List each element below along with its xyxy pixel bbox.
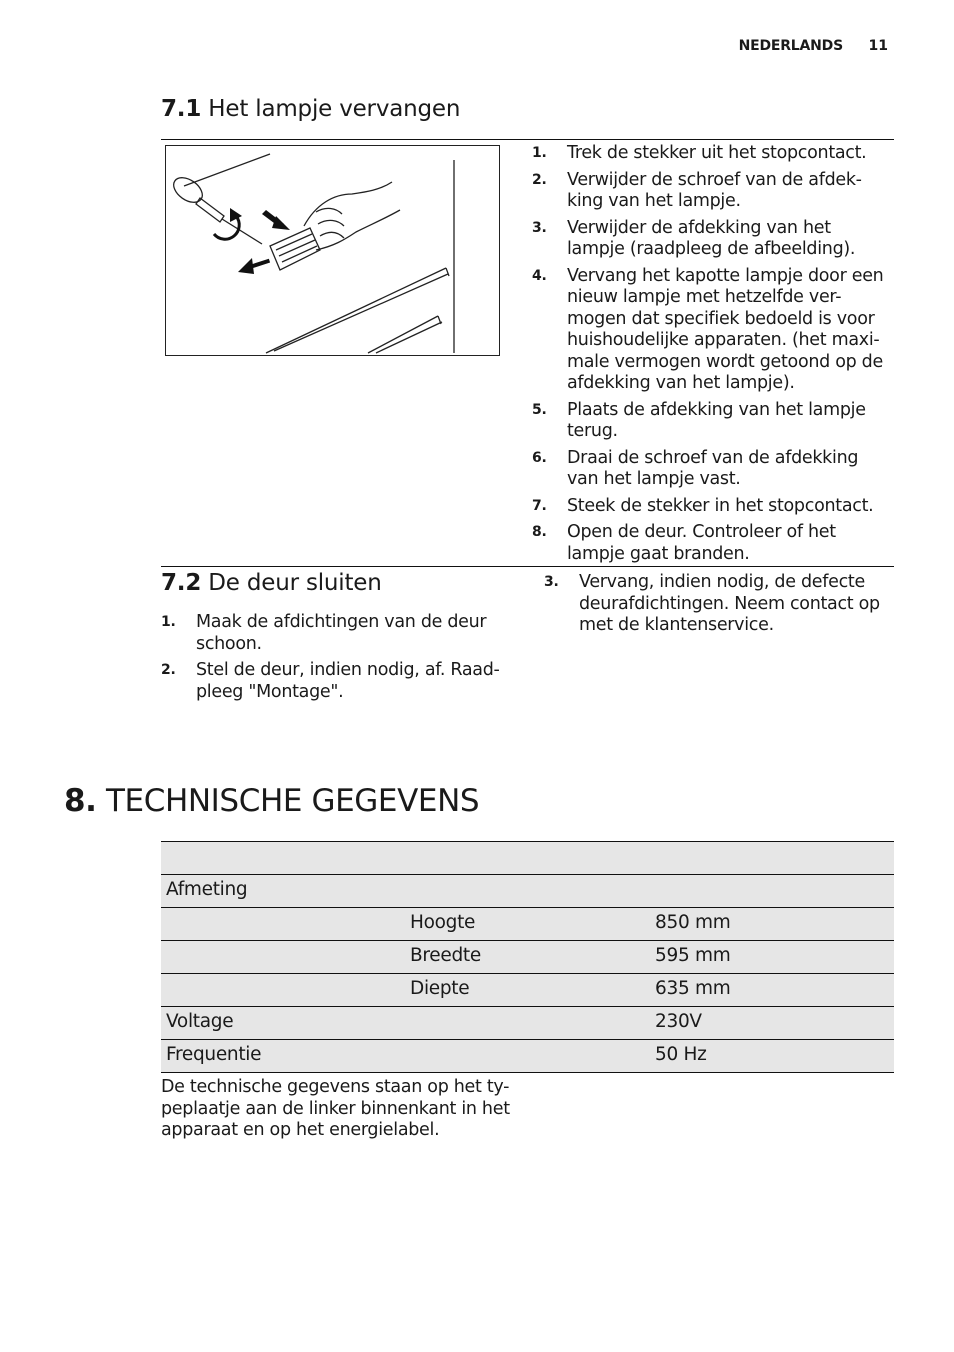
section-8-heading <box>64 783 479 819</box>
step-text: Stel de deur, indien nodig, af. Raad-pleeg "Montage". <box>196 660 500 702</box>
door-steps-right <box>544 572 889 642</box>
step-text: Steek de stekker in het stopcontact. <box>567 495 874 516</box>
lamp-cover-replacement-illustration <box>166 146 499 355</box>
section-number: 7.1 <box>161 96 202 122</box>
step-text: Verwijder de afdekking van het lampje (raadpleeg de afbeelding). <box>567 217 856 259</box>
table-cell: Frequentie <box>166 1044 262 1065</box>
step-text: Vervang, indien nodig, de defecte deurafdichtingen. Neem contact op met de klantenservice. <box>579 572 880 635</box>
step-number: 3. <box>544 574 559 590</box>
section-7-1-heading <box>161 96 460 122</box>
step-number: 2. <box>161 662 176 678</box>
step-text: Draai de schroef van de afdekking van het lampje vast. <box>567 447 859 489</box>
list-item <box>532 448 887 491</box>
table-cell: 850 mm <box>655 912 731 933</box>
table-cell: 635 mm <box>655 978 731 999</box>
step-number: 4. <box>532 267 547 284</box>
list-item <box>532 266 887 395</box>
section-title: De deur sluiten <box>208 570 382 596</box>
table-row <box>161 1007 894 1040</box>
table-row <box>161 875 894 908</box>
list-item <box>532 496 887 518</box>
table-row <box>161 841 894 875</box>
table-cell: Voltage <box>166 1011 234 1032</box>
step-text: Vervang het kapotte lampje door een nieuw lampje met hetzelfde ver-mogen dat specifiek bedoeld is voor huishoudelijke apparaten. (het maxi-male vermogen wordt getoond op de afdekking van het lampje). <box>567 265 884 393</box>
section-title: Het lampje vervangen <box>208 96 461 122</box>
list-item <box>532 400 887 443</box>
section-number: 8. <box>64 783 97 819</box>
table-row <box>161 941 894 974</box>
section-7-2-heading <box>161 570 382 596</box>
step-text: Open de deur. Controleer of het lampje gaat branden. <box>567 522 836 564</box>
step-text: Maak de afdichtingen van de deur schoon. <box>196 612 487 654</box>
step-number: 8. <box>532 524 547 540</box>
table-cell: 595 mm <box>655 945 731 966</box>
step-number: 1. <box>532 145 547 161</box>
list-item <box>544 572 889 637</box>
list-item <box>532 522 887 565</box>
section-divider <box>161 139 894 140</box>
list-item <box>532 143 887 165</box>
header-language: NEDERLANDS <box>738 38 843 54</box>
table-row <box>161 974 894 1007</box>
table-cell: 230V <box>655 1011 702 1032</box>
table-cell: Diepte <box>410 978 470 999</box>
step-number: 3. <box>532 219 547 236</box>
step-number: 5. <box>532 401 547 418</box>
lamp-replacement-figure <box>165 145 500 356</box>
step-number: 6. <box>532 449 547 466</box>
list-item <box>532 218 887 261</box>
section-divider <box>161 566 894 567</box>
table-cell: Afmeting <box>166 879 248 900</box>
lamp-steps-list <box>532 143 887 570</box>
door-steps-left <box>161 612 511 708</box>
step-text: Trek de stekker uit het stopcontact. <box>567 143 867 163</box>
list-item <box>532 170 887 213</box>
table-cell: 50 Hz <box>655 1044 707 1065</box>
step-text: Verwijder de schroef van de afdek-king van het lampje. <box>567 169 862 211</box>
table-row <box>161 908 894 941</box>
table-cell: Hoogte <box>410 912 476 933</box>
list-item <box>161 612 511 655</box>
table-row <box>161 1040 894 1073</box>
step-number: 2. <box>532 171 547 188</box>
list-item <box>161 660 511 703</box>
step-text: Plaats de afdekking van het lampje terug. <box>567 399 866 441</box>
technical-data-table <box>161 841 894 1073</box>
section-title: TECHNISCHE GEGEVENS <box>106 783 480 819</box>
technical-data-note: De technische gegevens staan op het ty-peplaatje aan de linker binnenkant in het apparaat en op het energielabel. <box>161 1077 510 1140</box>
step-number: 7. <box>532 497 547 514</box>
step-number: 1. <box>161 614 176 630</box>
page-number: 11 <box>868 38 888 54</box>
section-number: 7.2 <box>161 570 202 596</box>
table-cell: Breedte <box>410 945 481 966</box>
